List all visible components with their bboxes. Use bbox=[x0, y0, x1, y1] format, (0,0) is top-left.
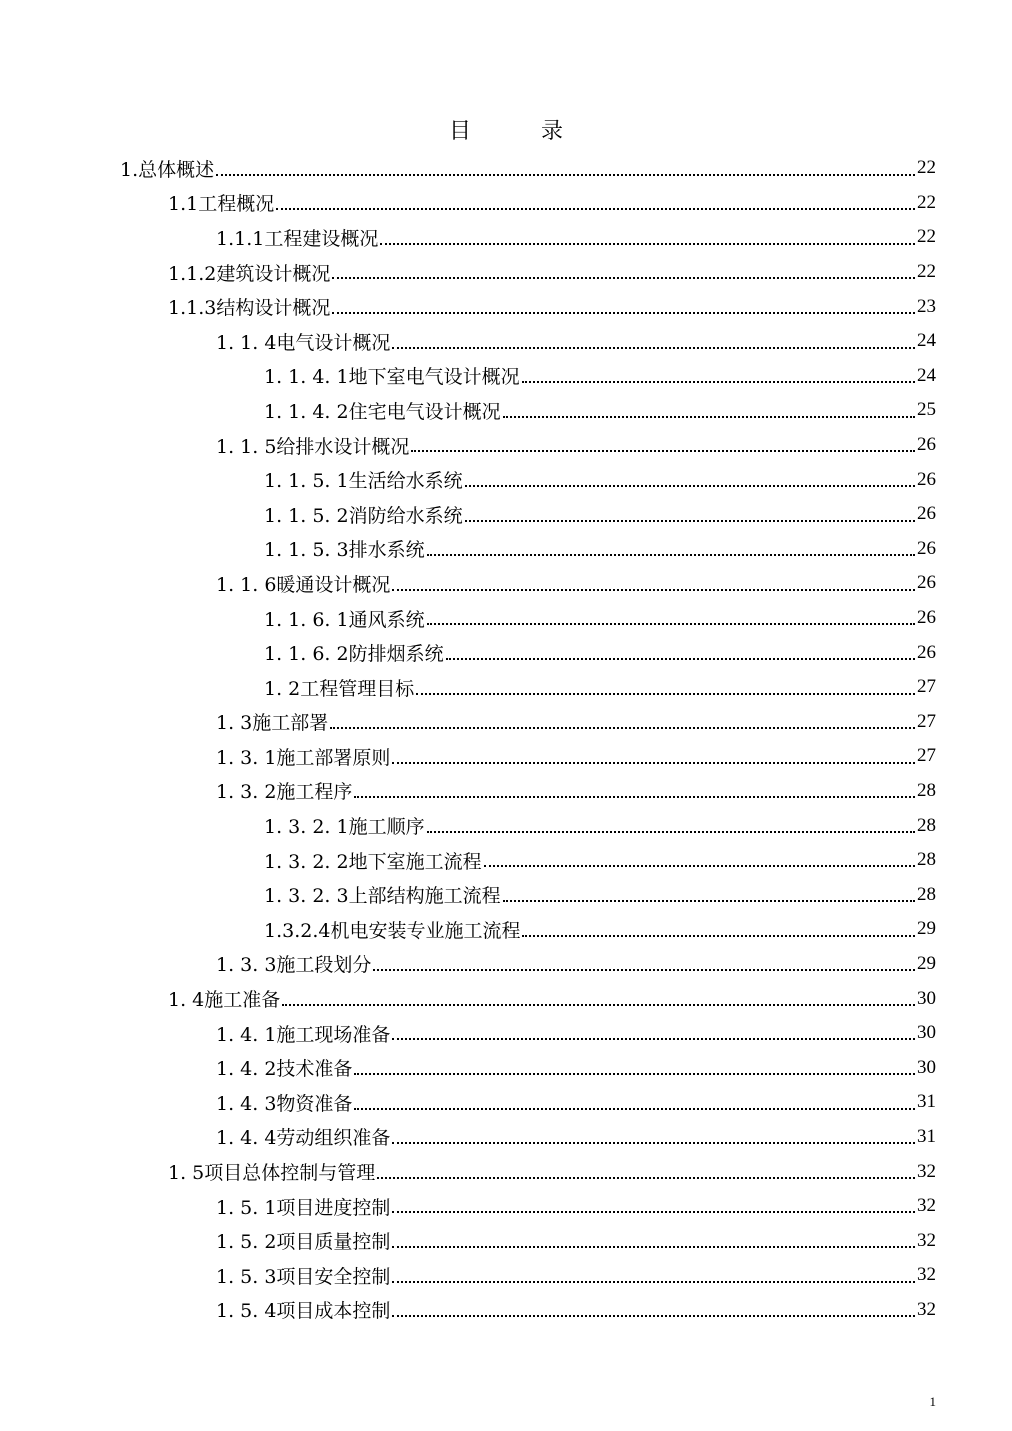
toc-entry-page: 22 bbox=[917, 157, 936, 179]
toc-entry[interactable] bbox=[0, 532, 1012, 567]
toc-entry-page: 28 bbox=[917, 849, 936, 871]
toc-leader-dots bbox=[427, 622, 915, 625]
toc-entry[interactable] bbox=[0, 947, 1012, 982]
toc-entry-label: 1.1.2建筑设计概况 bbox=[168, 262, 331, 285]
toc-entry[interactable] bbox=[0, 1223, 1012, 1258]
toc-entry-page: 24 bbox=[917, 364, 936, 386]
toc-leader-dots bbox=[465, 484, 915, 487]
toc-entry-label: 1. 3. 3施工段划分 bbox=[216, 954, 372, 977]
toc-entry-label: 1. 1. 6. 2防排烟系统 bbox=[264, 643, 444, 666]
toc-entry-label: 1. 5项目总体控制与管理 bbox=[168, 1162, 376, 1185]
toc-entry[interactable] bbox=[0, 670, 1012, 705]
toc-entry-page: 26 bbox=[917, 434, 936, 456]
toc-entry-page: 24 bbox=[917, 330, 936, 352]
toc-entry-page: 22 bbox=[917, 226, 936, 248]
toc-leader-dots bbox=[465, 519, 915, 522]
toc-entry-label: 1. 2工程管理目标 bbox=[264, 677, 415, 700]
toc-entry[interactable] bbox=[0, 774, 1012, 809]
toc-leader-dots bbox=[392, 1037, 915, 1040]
toc-entry[interactable] bbox=[0, 151, 1012, 186]
toc-leader-dots bbox=[392, 588, 915, 591]
toc-entry[interactable] bbox=[0, 359, 1012, 394]
toc-entry[interactable] bbox=[0, 1120, 1012, 1155]
toc-entry-page: 32 bbox=[917, 1195, 936, 1217]
toc-leader-dots bbox=[392, 1280, 915, 1283]
toc-entry-page: 26 bbox=[917, 468, 936, 490]
toc-entry-page: 27 bbox=[917, 676, 936, 698]
toc-entry[interactable] bbox=[0, 705, 1012, 740]
toc-entry-page: 26 bbox=[917, 503, 936, 525]
toc-entry-label: 1. 3. 2施工程序 bbox=[216, 781, 353, 804]
toc-entry-page: 28 bbox=[917, 814, 936, 836]
toc-leader-dots bbox=[522, 380, 915, 383]
toc-leader-dots bbox=[392, 1141, 915, 1144]
toc-entry-page: 28 bbox=[917, 883, 936, 905]
toc-entry-label: 1. 3. 2. 2地下室施工流程 bbox=[264, 850, 482, 873]
toc-entry-label: 1. 3. 2. 3上部结构施工流程 bbox=[264, 885, 501, 908]
toc-entry-page: 30 bbox=[917, 987, 936, 1009]
toc-entry-page: 27 bbox=[917, 710, 936, 732]
toc-entry-label: 1.1.1工程建设概况 bbox=[216, 227, 379, 250]
toc-entry-page: 32 bbox=[917, 1298, 936, 1320]
toc-entry-page: 26 bbox=[917, 607, 936, 629]
toc-entry-label: 1. 5. 1项目进度控制 bbox=[216, 1196, 391, 1219]
toc-entry-label: 1. 5. 4项目成本控制 bbox=[216, 1300, 391, 1323]
toc-leader-dots bbox=[392, 1245, 915, 1248]
toc-leader-dots bbox=[392, 346, 915, 349]
toc-leader-dots bbox=[427, 830, 915, 833]
toc-leader-dots bbox=[332, 276, 915, 279]
toc-entry-page: 30 bbox=[917, 1056, 936, 1078]
toc-entry-page: 26 bbox=[917, 572, 936, 594]
toc-entry[interactable] bbox=[0, 220, 1012, 255]
toc-entry-label: 1.1.3结构设计概况 bbox=[168, 297, 331, 320]
toc-entry-page: 27 bbox=[917, 745, 936, 767]
toc-entry-label: 1. 1. 4. 2住宅电气设计概况 bbox=[264, 400, 501, 423]
toc-leader-dots bbox=[416, 692, 915, 695]
toc-leader-dots bbox=[332, 311, 915, 314]
toc-leader-dots bbox=[354, 1107, 915, 1110]
toc-entry-label: 1. 5. 2项目质量控制 bbox=[216, 1231, 391, 1254]
toc-entry[interactable] bbox=[0, 808, 1012, 843]
toc-entry[interactable] bbox=[0, 497, 1012, 532]
toc-entry[interactable] bbox=[0, 1050, 1012, 1085]
toc-leader-dots bbox=[380, 242, 915, 245]
toc-leader-dots bbox=[411, 449, 915, 452]
toc-entry[interactable] bbox=[0, 635, 1012, 670]
toc-entry-label: 1. 3. 2. 1施工顺序 bbox=[264, 816, 425, 839]
toc-entry-label: 1. 5. 3项目安全控制 bbox=[216, 1265, 391, 1288]
toc-entry[interactable] bbox=[0, 324, 1012, 359]
toc-leader-dots bbox=[216, 173, 915, 176]
toc-entry-label: 1.总体概述 bbox=[120, 158, 215, 181]
toc-entry[interactable] bbox=[0, 1085, 1012, 1120]
toc-entry-page: 32 bbox=[917, 1229, 936, 1251]
toc-entry[interactable] bbox=[0, 877, 1012, 912]
toc-entry-page: 28 bbox=[917, 779, 936, 801]
toc-entry-label: 1. 1. 5给排水设计概况 bbox=[216, 435, 410, 458]
toc-entry-label: 1. 4. 2技术准备 bbox=[216, 1058, 353, 1081]
toc-entry-label: 1. 1. 5. 2消防给水系统 bbox=[264, 504, 463, 527]
toc-entry-label: 1. 1. 5. 1生活给水系统 bbox=[264, 470, 463, 493]
page-number: 1 bbox=[929, 1394, 936, 1409]
toc-entry[interactable] bbox=[0, 1258, 1012, 1293]
toc-entry[interactable] bbox=[0, 1189, 1012, 1224]
toc-entry-label: 1. 1. 6暖通设计概况 bbox=[216, 573, 391, 596]
toc-entry-page: 31 bbox=[917, 1125, 936, 1147]
toc-entry-page: 22 bbox=[917, 191, 936, 213]
toc-title: 目 录 bbox=[448, 119, 587, 144]
toc-entry[interactable] bbox=[0, 393, 1012, 428]
toc-leader-dots bbox=[282, 1003, 915, 1006]
toc-leader-dots bbox=[392, 1314, 915, 1317]
toc-leader-dots bbox=[354, 795, 915, 798]
toc-entry-label: 1. 1. 5. 3排水系统 bbox=[264, 539, 425, 562]
toc-entry-page: 22 bbox=[917, 261, 936, 283]
toc-entry[interactable] bbox=[0, 462, 1012, 497]
toc-entry-label: 1. 4. 1施工现场准备 bbox=[216, 1023, 391, 1046]
toc-leader-dots bbox=[392, 761, 915, 764]
toc-entry[interactable] bbox=[0, 186, 1012, 221]
toc-entry[interactable] bbox=[0, 1293, 1012, 1328]
toc-entry[interactable] bbox=[0, 843, 1012, 878]
toc-entry-page: 29 bbox=[917, 952, 936, 974]
toc-entry-label: 1.1工程概况 bbox=[168, 193, 275, 216]
toc-entry-label: 1. 4. 3物资准备 bbox=[216, 1092, 353, 1115]
toc-entry-page: 26 bbox=[917, 537, 936, 559]
toc-entry[interactable] bbox=[0, 912, 1012, 947]
toc-leader-dots bbox=[392, 1210, 915, 1213]
toc-entry-page: 26 bbox=[917, 641, 936, 663]
toc-entry[interactable] bbox=[0, 981, 1012, 1016]
toc-entry-label: 1. 1. 6. 1通风系统 bbox=[264, 608, 425, 631]
toc-leader-dots bbox=[484, 864, 915, 867]
toc-leader-dots bbox=[330, 726, 915, 729]
toc-entry-label: 1. 3施工部署 bbox=[216, 712, 329, 735]
toc-entry[interactable] bbox=[0, 739, 1012, 774]
toc-entry-label: 1. 1. 4电气设计概况 bbox=[216, 331, 391, 354]
toc-leader-dots bbox=[427, 553, 915, 556]
toc-entry[interactable] bbox=[0, 1016, 1012, 1051]
toc-entry[interactable] bbox=[0, 601, 1012, 636]
toc-entry-label: 1.3.2.4机电安装专业施工流程 bbox=[264, 919, 521, 942]
toc-entry-page: 32 bbox=[917, 1160, 936, 1182]
toc-entry-page: 29 bbox=[917, 918, 936, 940]
toc-leader-dots bbox=[503, 899, 915, 902]
toc-entry-label: 1. 4施工准备 bbox=[168, 989, 281, 1012]
toc-entry-label: 1. 4. 4劳动组织准备 bbox=[216, 1127, 391, 1150]
toc-leader-dots bbox=[446, 657, 915, 660]
toc-entry-page: 30 bbox=[917, 1022, 936, 1044]
toc-leader-dots bbox=[522, 934, 915, 937]
toc-leader-dots bbox=[354, 1072, 915, 1075]
toc-entry[interactable] bbox=[0, 566, 1012, 601]
toc-entry[interactable] bbox=[0, 428, 1012, 463]
toc-entry[interactable] bbox=[0, 255, 1012, 290]
toc-entry[interactable] bbox=[0, 1154, 1012, 1189]
toc-entry-page: 23 bbox=[917, 295, 936, 317]
table-of-contents bbox=[0, 151, 1012, 1327]
toc-entry-page: 25 bbox=[917, 399, 936, 421]
toc-entry-page: 32 bbox=[917, 1264, 936, 1286]
toc-leader-dots bbox=[377, 1176, 915, 1179]
toc-entry[interactable] bbox=[0, 289, 1012, 324]
toc-entry-label: 1. 1. 4. 1地下室电气设计概况 bbox=[264, 366, 520, 389]
toc-leader-dots bbox=[503, 415, 915, 418]
toc-entry-page: 31 bbox=[917, 1091, 936, 1113]
toc-entry-label: 1. 3. 1施工部署原则 bbox=[216, 746, 391, 769]
toc-leader-dots bbox=[276, 207, 915, 210]
toc-leader-dots bbox=[373, 968, 915, 971]
